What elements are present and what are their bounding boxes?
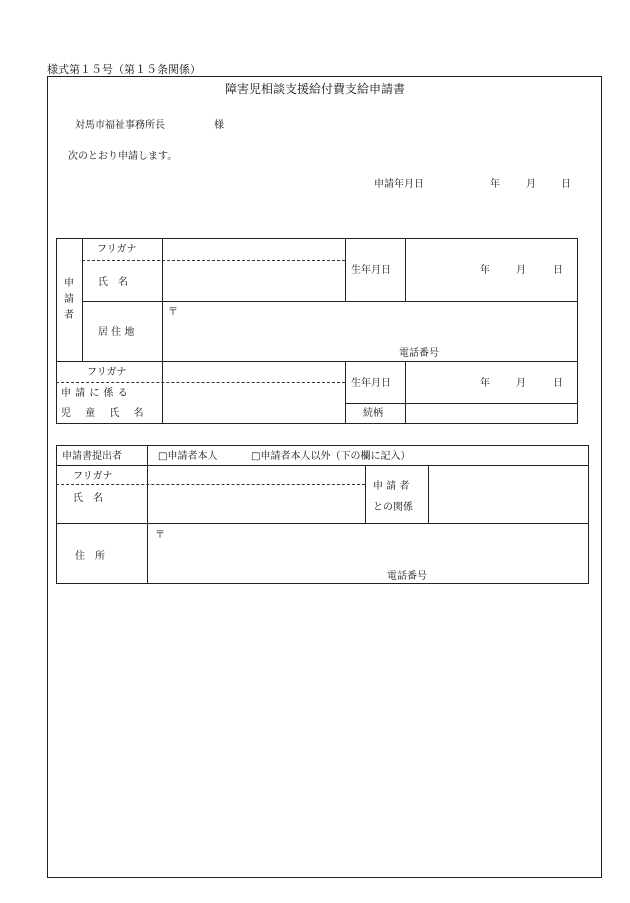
child-relation-label: 続柄 (363, 408, 383, 419)
child-birth-day: 日 (553, 378, 563, 389)
application-date-year: 年 (490, 179, 500, 190)
application-date-month: 月 (526, 179, 536, 190)
submitter-furigana-label: フリガナ (73, 471, 113, 482)
application-date-label: 申請年月日 (374, 179, 424, 190)
applicant-phone-label: 電話番号 (399, 348, 439, 359)
applicant-birth-day: 日 (553, 265, 563, 276)
submitter-label: 申請書提出者 (62, 451, 122, 462)
submitter-name-label: 氏 名 (73, 493, 103, 504)
child-label-line2: 児 童 氏 名 (61, 408, 150, 419)
submitter-phone-label: 電話番号 (387, 571, 427, 582)
applicant-birth-month: 月 (516, 265, 526, 276)
applicant-postal-mark: 〒 (168, 307, 178, 318)
applicant-side-label: 申請者 (64, 278, 74, 321)
intro-text: 次のとおり申請します。 (68, 151, 178, 162)
form-number: 様式第１５号（第１５条関係） (47, 63, 201, 76)
submitter-option-self[interactable]: □申請者本人 (158, 451, 218, 462)
submitter-option-other[interactable]: □申請者本人以外（下の欄に記入） (251, 451, 411, 462)
child-birth-year: 年 (480, 378, 490, 389)
child-birth-month: 月 (516, 378, 526, 389)
applicant-birthdate-label: 生年月日 (351, 265, 391, 276)
submitter-address-label: 住 所 (75, 551, 105, 562)
form-title: 障害児相談支援給付費支給申請書 (224, 82, 405, 96)
applicant-name-label: 氏 名 (98, 277, 128, 288)
submitter-relation-line1: 申 請 者 (373, 481, 410, 492)
child-furigana-label: フリガナ (87, 367, 127, 378)
addressee-honorific: 様 (214, 120, 224, 131)
applicant-birth-year: 年 (480, 265, 490, 276)
submitter-postal-mark: 〒 (155, 530, 165, 541)
child-birthdate-label: 生年月日 (351, 378, 391, 389)
submitter-relation-line2: との関係 (373, 502, 413, 513)
child-label-line1: 申 請 に 係 る (61, 388, 129, 399)
applicant-residence-label: 居 住 地 (98, 327, 135, 338)
addressee-office: 対馬市福祉事務所長 (75, 120, 165, 131)
applicant-furigana-label: フリガナ (97, 244, 137, 255)
application-date-day: 日 (561, 179, 571, 190)
